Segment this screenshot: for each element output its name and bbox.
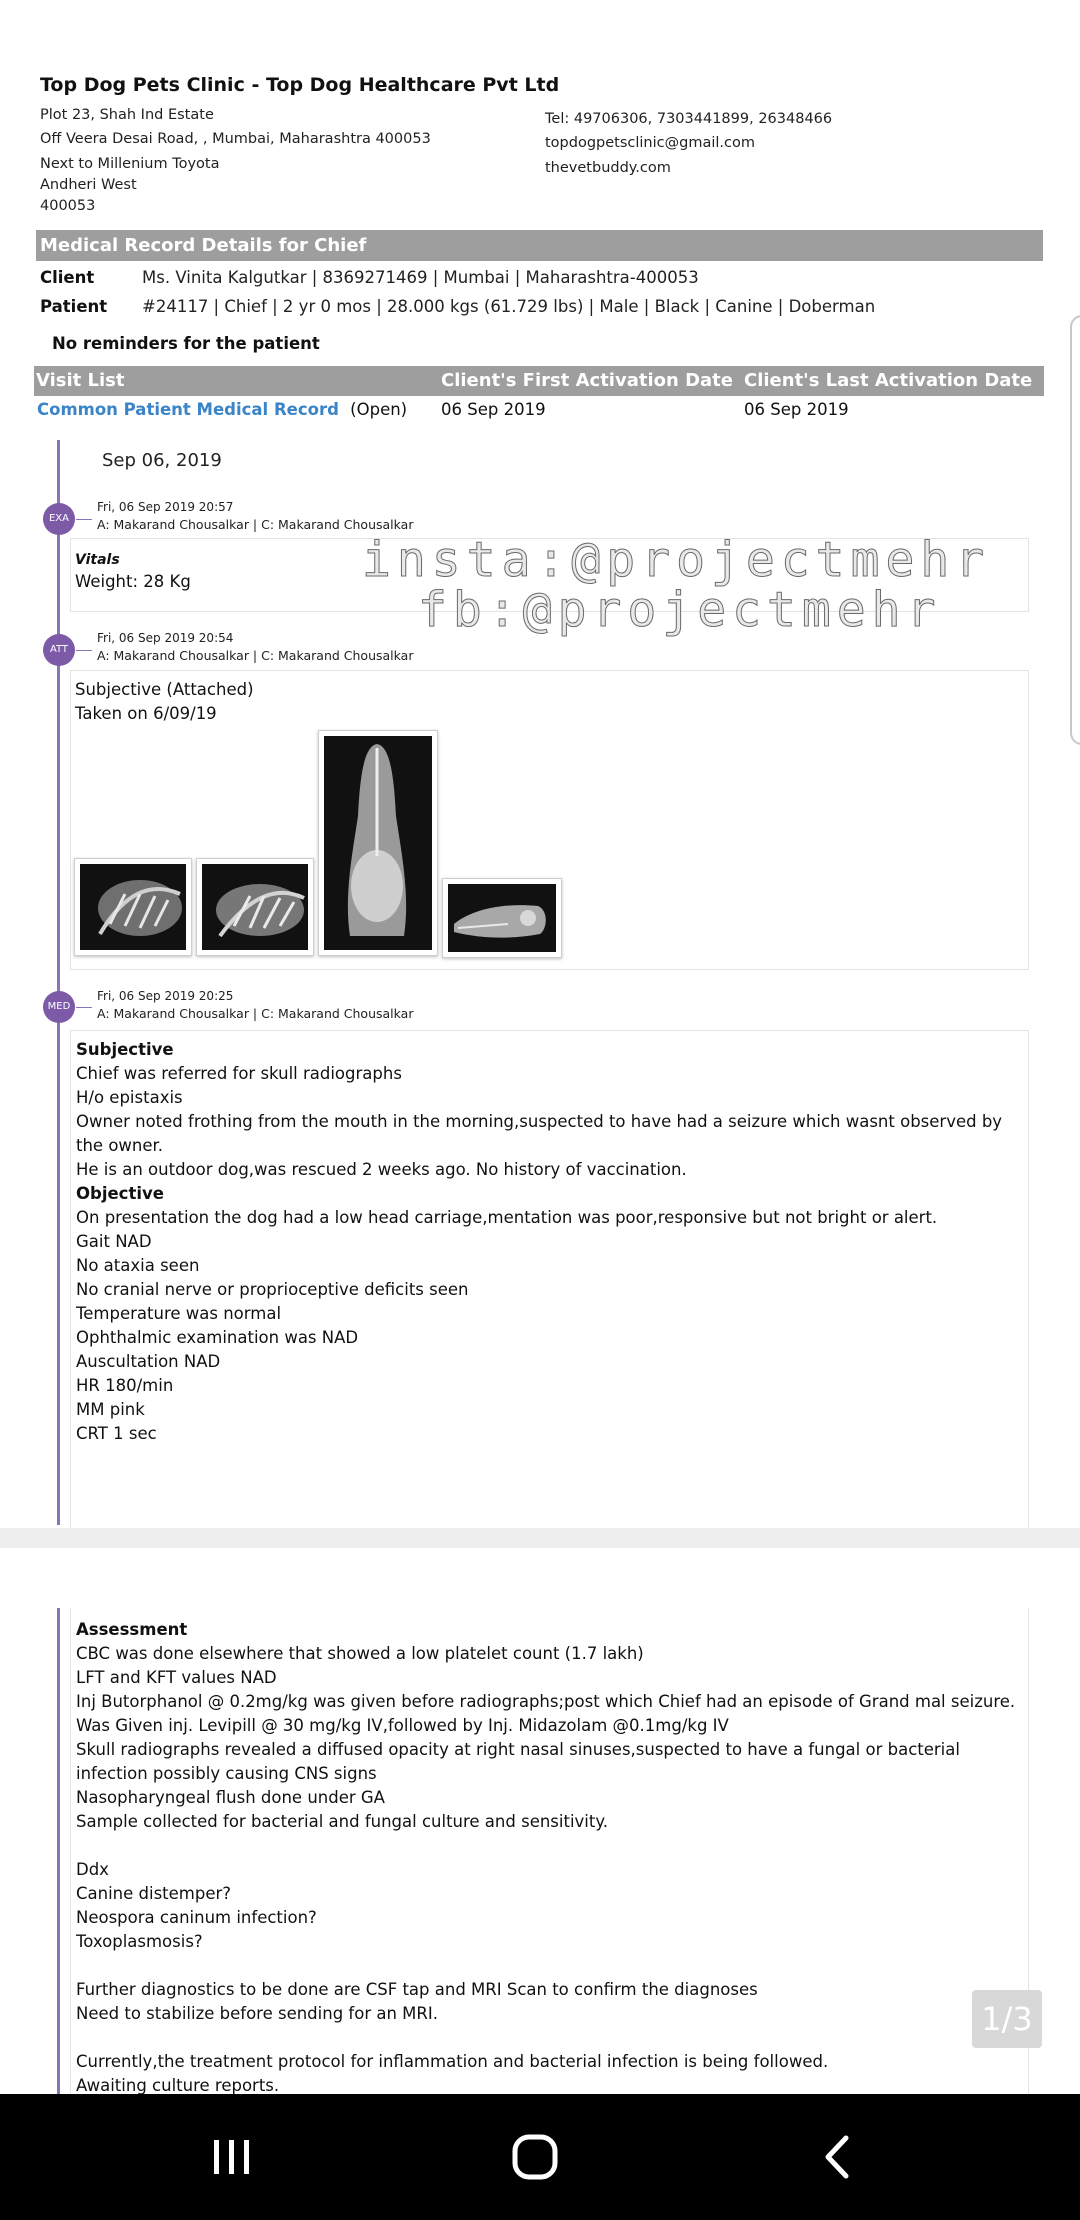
note-line: LFT and KFT values NAD — [76, 1668, 277, 1687]
note-line: On presentation the dog had a low head carriage,mentation was poor,responsive but not bright or alert. — [76, 1208, 938, 1227]
vitals-title: Vitals — [75, 552, 120, 568]
note-line: Ophthalmic examination was NAD — [76, 1328, 359, 1347]
note-line: Awaiting culture reports. — [76, 2076, 280, 2094]
connector — [76, 1007, 92, 1008]
attachment-date: Taken on 6/09/19 — [75, 704, 217, 723]
note-line: Inj Butorphanol @ 0.2mg/kg was given before radiographs;post which Chief had an episode of Grand mal seizure. — [76, 1692, 1016, 1711]
assessment-heading: Assessment — [76, 1620, 188, 1639]
client-label: Client — [40, 268, 95, 287]
home-icon[interactable] — [510, 2132, 560, 2182]
address-line: Andheri West — [40, 177, 137, 193]
visit-list-col: Visit List — [36, 370, 125, 391]
clinic-website: thevetbuddy.com — [545, 160, 671, 176]
address-line: 400053 — [40, 198, 96, 214]
note-line: Owner noted frothing from the mouth in the morning,suspected to have had a seizure which wasnt observed by — [76, 1112, 1003, 1131]
note-line: No cranial nerve or proprioceptive deficits seen — [76, 1280, 469, 1299]
clinic-name: Top Dog Pets Clinic - Top Dog Healthcare Pvt Ltd — [40, 74, 560, 96]
xray-thorax-image — [80, 864, 184, 948]
note-line: Currently,the treatment protocol for inflammation and bacterial infection is being followed. — [76, 2052, 829, 2071]
subjective-heading: Subjective — [76, 1040, 174, 1059]
note-line: Toxoplasmosis? — [76, 1932, 203, 1951]
watermark-insta: insta:@projectmehr — [362, 532, 991, 588]
page-indicator: 1/3 — [972, 1990, 1042, 2048]
note-line: Sample collected for bacterial and fungal culture and sensitivity. — [76, 1812, 609, 1831]
visit-list-header — [34, 366, 1044, 396]
vitals-weight: Weight: 28 Kg — [75, 572, 191, 591]
exam-badge: EXA — [43, 503, 75, 535]
first-activation-date: 06 Sep 2019 — [441, 400, 546, 419]
note-line: H/o epistaxis — [76, 1088, 183, 1107]
note-line: Nasopharyngeal flush done under GA — [76, 1788, 385, 1807]
scroll-handle[interactable] — [1070, 315, 1080, 745]
note-line: Further diagnostics to be done are CSF tap and MRI Scan to confirm the diagnoses — [76, 1980, 758, 1999]
note-line: CRT 1 sec — [76, 1424, 157, 1443]
timeline-date: Sep 06, 2019 — [102, 450, 222, 471]
note-line: MM pink — [76, 1400, 145, 1419]
last-activation-date: 06 Sep 2019 — [744, 400, 849, 419]
note-line: Canine distemper? — [76, 1884, 232, 1903]
xray-thumbnail[interactable] — [442, 878, 562, 958]
event-time: Fri, 06 Sep 2019 20:57 — [97, 500, 234, 514]
page-separator — [0, 1528, 1080, 1548]
event-time: Fri, 06 Sep 2019 20:54 — [97, 631, 234, 645]
patient-value: #24117 | Chief | 2 yr 0 mos | 28.000 kgs (61.729 lbs) | Male | Black | Canine | Doberman — [142, 297, 876, 316]
medical-record-heading: Medical Record Details for Chief — [36, 230, 1043, 261]
attachment-title: Subjective (Attached) — [75, 680, 254, 699]
note-line: the owner. — [76, 1136, 164, 1155]
xray-skull-dv-image — [324, 736, 430, 948]
xray-thumbnail[interactable] — [318, 730, 438, 956]
note-line: Was Given inj. Levipill @ 30 mg/kg IV,followed by Inj. Midazolam @0.1mg/kg IV — [76, 1716, 729, 1735]
event-author: A: Makarand Chousalkar | C: Makarand Chousalkar — [97, 1006, 414, 1021]
medical-note-badge: MED — [43, 991, 75, 1023]
note-line: CBC was done elsewhere that showed a low platelet count (1.7 lakh) — [76, 1644, 644, 1663]
xray-thorax-image — [202, 864, 306, 948]
visit-status: (Open) — [350, 400, 408, 419]
address-line: Off Veera Desai Road, , Mumbai, Maharashtra 400053 — [40, 131, 431, 147]
connector — [76, 650, 92, 651]
note-line: Neospora caninum infection? — [76, 1908, 317, 1927]
timeline-line — [57, 1608, 60, 2094]
note-line: Temperature was normal — [76, 1304, 282, 1323]
note-line: Ddx — [76, 1860, 109, 1879]
visit-link[interactable]: Common Patient Medical Record — [37, 400, 339, 419]
note-line: Skull radiographs revealed a diffused opacity at right nasal sinuses,suspected to have a fungal or bacterial — [76, 1740, 960, 1759]
watermark-fb: fb:@projectmehr — [418, 582, 942, 638]
timeline-line — [57, 440, 60, 1525]
objective-heading: Objective — [76, 1184, 164, 1203]
note-line: HR 180/min — [76, 1376, 174, 1395]
visit-row — [37, 400, 407, 419]
connector — [76, 519, 92, 520]
event-time: Fri, 06 Sep 2019 20:25 — [97, 989, 234, 1003]
event-author: A: Makarand Chousalkar | C: Makarand Chousalkar — [97, 648, 414, 663]
note-line: Gait NAD — [76, 1232, 152, 1251]
address-line: Plot 23, Shah Ind Estate — [40, 107, 214, 123]
last-activation-col: Client's Last Activation Date — [744, 370, 1033, 391]
note-line: No ataxia seen — [76, 1256, 200, 1275]
patient-label: Patient — [40, 297, 108, 316]
note-line: infection possibly causing CNS signs — [76, 1764, 377, 1783]
client-value: Ms. Vinita Kalgutkar | 8369271469 | Mumbai | Maharashtra-400053 — [142, 268, 699, 287]
event-author: A: Makarand Chousalkar | C: Makarand Chousalkar — [97, 517, 414, 532]
xray-skull-lateral-image — [448, 884, 554, 950]
document-page-2 — [0, 1548, 1080, 2094]
xray-thumbnail[interactable] — [196, 858, 314, 956]
note-line: He is an outdoor dog,was rescued 2 weeks ago. No history of vaccination. — [76, 1160, 687, 1179]
note-line: Auscultation NAD — [76, 1352, 221, 1371]
xray-thumbnail[interactable] — [74, 858, 192, 956]
recents-icon[interactable] — [208, 2134, 256, 2180]
note-line: Chief was referred for skull radiographs — [76, 1064, 402, 1083]
clinic-phone: Tel: 49706306, 7303441899, 26348466 — [545, 111, 833, 127]
reminder-text: No reminders for the patient — [52, 334, 320, 353]
clinic-email: topdogpetsclinic@gmail.com — [545, 135, 755, 151]
attachment-badge: ATT — [43, 634, 75, 666]
back-icon[interactable] — [818, 2134, 858, 2180]
first-activation-col: Client's First Activation Date — [441, 370, 733, 391]
system-nav-bar — [0, 2094, 1080, 2220]
note-line: Need to stabilize before sending for an MRI. — [76, 2004, 438, 2023]
address-line: Next to Millenium Toyota — [40, 156, 220, 172]
